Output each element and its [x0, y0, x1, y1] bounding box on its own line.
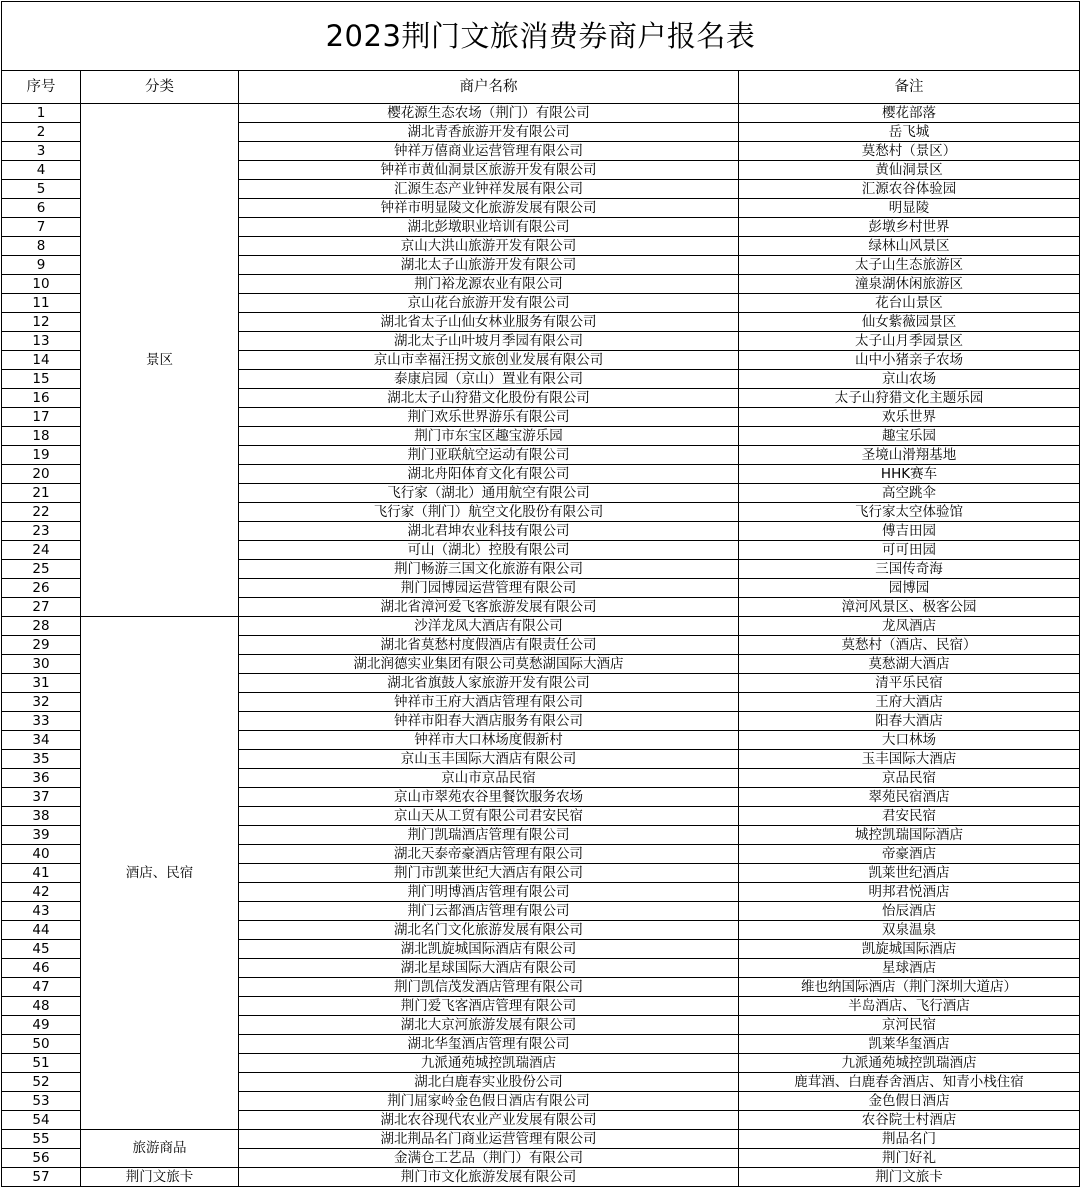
merchant-name: 湖北太子山狩猎文化股份有限公司: [239, 389, 739, 408]
row-number: 21: [2, 484, 81, 503]
merchant-note: 荆品名门: [739, 1130, 1080, 1149]
table-row: [2, 1168, 1080, 1187]
row-number: 54: [2, 1111, 81, 1130]
header-row: [2, 71, 1080, 104]
merchant-name: 京山玉丰国际大酒店有限公司: [239, 750, 739, 769]
header-category: 分类: [81, 71, 239, 104]
merchant-note: 凯莱世纪酒店: [739, 864, 1080, 883]
merchant-name: 荆门市凯莱世纪大酒店有限公司: [239, 864, 739, 883]
row-number: 29: [2, 636, 81, 655]
merchant-name: 湖北天泰帝豪酒店管理有限公司: [239, 845, 739, 864]
merchant-name: 荆门欢乐世界游乐有限公司: [239, 408, 739, 427]
merchant-name: 荆门明博酒店管理有限公司: [239, 883, 739, 902]
merchant-note: 帝豪酒店: [739, 845, 1080, 864]
merchant-name: 湖北舟阳体育文化有限公司: [239, 465, 739, 484]
merchant-note: 鹿茸酒、白鹿春舍酒店、知青小栈住宿: [739, 1073, 1080, 1092]
merchant-note: 樱花部落: [739, 104, 1080, 123]
merchant-note: 凯旋城国际酒店: [739, 940, 1080, 959]
row-number: 53: [2, 1092, 81, 1111]
merchant-note: 三国传奇海: [739, 560, 1080, 579]
merchant-note: 阳春大酒店: [739, 712, 1080, 731]
row-number: 50: [2, 1035, 81, 1054]
table-body: [2, 104, 1080, 1187]
category-cell: 景区: [81, 104, 239, 617]
merchant-name: 荆门屈家岭金色假日酒店有限公司: [239, 1092, 739, 1111]
row-number: 22: [2, 503, 81, 522]
merchant-note: 可可田园: [739, 541, 1080, 560]
row-number: 48: [2, 997, 81, 1016]
row-number: 9: [2, 256, 81, 275]
category-cell: 旅游商品: [81, 1130, 239, 1168]
merchant-note: 彭墩乡村世界: [739, 218, 1080, 237]
merchant-note: 大口林场: [739, 731, 1080, 750]
merchant-name: 湖北荆品名门商业运营管理有限公司: [239, 1130, 739, 1149]
row-number: 38: [2, 807, 81, 826]
row-number: 18: [2, 427, 81, 446]
merchant-note: 仙女紫薇园景区: [739, 313, 1080, 332]
merchant-name: 钟祥市大口林场度假新村: [239, 731, 739, 750]
row-number: 37: [2, 788, 81, 807]
row-number: 57: [2, 1168, 81, 1187]
row-number: 36: [2, 769, 81, 788]
row-number: 41: [2, 864, 81, 883]
row-number: 20: [2, 465, 81, 484]
merchant-name: 荆门凯瑞酒店管理有限公司: [239, 826, 739, 845]
merchant-registration-table: [1, 1, 1080, 1187]
row-number: 25: [2, 560, 81, 579]
merchant-note: 太子山月季园景区: [739, 332, 1080, 351]
row-number: 56: [2, 1149, 81, 1168]
merchant-name: 湖北星球国际大酒店有限公司: [239, 959, 739, 978]
row-number: 55: [2, 1130, 81, 1149]
row-number: 49: [2, 1016, 81, 1035]
merchant-name: 荆门爱飞客酒店管理有限公司: [239, 997, 739, 1016]
merchant-note: 半岛酒店、飞行酒店: [739, 997, 1080, 1016]
merchant-name: 可山（湖北）控股有限公司: [239, 541, 739, 560]
merchant-name: 荆门市文化旅游发展有限公司: [239, 1168, 739, 1187]
row-number: 44: [2, 921, 81, 940]
merchant-note: 星球酒店: [739, 959, 1080, 978]
merchant-name: 湖北省漳河爱飞客旅游发展有限公司: [239, 598, 739, 617]
row-number: 32: [2, 693, 81, 712]
merchant-note: 太子山生态旅游区: [739, 256, 1080, 275]
merchant-note: 园博园: [739, 579, 1080, 598]
row-number: 12: [2, 313, 81, 332]
merchant-note: 莫愁湖大酒店: [739, 655, 1080, 674]
merchant-name: 荆门裕龙源农业有限公司: [239, 275, 739, 294]
table-row: [2, 1130, 1080, 1149]
row-number: 47: [2, 978, 81, 997]
row-number: 33: [2, 712, 81, 731]
merchant-note: 明显陵: [739, 199, 1080, 218]
row-number: 40: [2, 845, 81, 864]
category-cell: 荆门文旅卡: [81, 1168, 239, 1187]
merchant-name: 湖北彭墩职业培训有限公司: [239, 218, 739, 237]
merchant-name: 湖北君坤农业科技有限公司: [239, 522, 739, 541]
merchant-note: 黄仙洞景区: [739, 161, 1080, 180]
row-number: 24: [2, 541, 81, 560]
merchant-note: 绿林山风景区: [739, 237, 1080, 256]
table-row: [2, 617, 1080, 636]
row-number: 8: [2, 237, 81, 256]
merchant-note: 王府大酒店: [739, 693, 1080, 712]
row-number: 1: [2, 104, 81, 123]
merchant-note: 京品民宿: [739, 769, 1080, 788]
merchant-note: 荆门好礼: [739, 1149, 1080, 1168]
row-number: 52: [2, 1073, 81, 1092]
merchant-note: 凯莱华玺酒店: [739, 1035, 1080, 1054]
merchant-note: 君安民宿: [739, 807, 1080, 826]
merchant-name: 荆门畅游三国文化旅游有限公司: [239, 560, 739, 579]
merchant-name: 泰康启园（京山）置业有限公司: [239, 370, 739, 389]
merchant-note: 傅吉田园: [739, 522, 1080, 541]
merchant-note: 双泉温泉: [739, 921, 1080, 940]
merchant-name: 樱花源生态农场（荆门）有限公司: [239, 104, 739, 123]
merchant-note: HHK赛车: [739, 465, 1080, 484]
row-number: 15: [2, 370, 81, 389]
merchant-note: 花台山景区: [739, 294, 1080, 313]
merchant-name: 京山天从工贸有限公司君安民宿: [239, 807, 739, 826]
merchant-note: 山中小猪亲子农场: [739, 351, 1080, 370]
merchant-name: 飞行家（湖北）通用航空有限公司: [239, 484, 739, 503]
merchant-note: 城控凯瑞国际酒店: [739, 826, 1080, 845]
merchant-name: 飞行家（荆门）航空文化股份有限公司: [239, 503, 739, 522]
row-number: 5: [2, 180, 81, 199]
merchant-name: 京山花台旅游开发有限公司: [239, 294, 739, 313]
merchant-note: 京河民宿: [739, 1016, 1080, 1035]
merchant-note: 汇源农谷体验园: [739, 180, 1080, 199]
merchant-note: 龙凤酒店: [739, 617, 1080, 636]
merchant-name: 湖北青香旅游开发有限公司: [239, 123, 739, 142]
row-number: 4: [2, 161, 81, 180]
merchant-name: 荆门云都酒店管理有限公司: [239, 902, 739, 921]
merchant-note: 飞行家太空体验馆: [739, 503, 1080, 522]
row-number: 28: [2, 617, 81, 636]
merchant-name: 湖北名门文化旅游发展有限公司: [239, 921, 739, 940]
title-row: [2, 2, 1080, 71]
merchant-name: 湖北太子山叶坡月季园有限公司: [239, 332, 739, 351]
merchant-name: 钟祥万僖商业运营管理有限公司: [239, 142, 739, 161]
merchant-note: 莫愁村（酒店、民宿）: [739, 636, 1080, 655]
merchant-name: 京山大洪山旅游开发有限公司: [239, 237, 739, 256]
merchant-name: 沙洋龙凤大酒店有限公司: [239, 617, 739, 636]
merchant-name: 湖北华玺酒店管理有限公司: [239, 1035, 739, 1054]
row-number: 17: [2, 408, 81, 427]
merchant-note: 荆门文旅卡: [739, 1168, 1080, 1187]
merchant-name: 钟祥市明显陵文化旅游发展有限公司: [239, 199, 739, 218]
row-number: 26: [2, 579, 81, 598]
row-number: 19: [2, 446, 81, 465]
merchant-name: 钟祥市阳春大酒店服务有限公司: [239, 712, 739, 731]
merchant-name: 京山市京品民宿: [239, 769, 739, 788]
merchant-name: 荆门亚联航空运动有限公司: [239, 446, 739, 465]
row-number: 51: [2, 1054, 81, 1073]
merchant-note: 维也纳国际酒店（荆门深圳大道店）: [739, 978, 1080, 997]
row-number: 42: [2, 883, 81, 902]
merchant-name: 九派通苑城控凯瑞酒店: [239, 1054, 739, 1073]
row-number: 11: [2, 294, 81, 313]
row-number: 3: [2, 142, 81, 161]
merchant-note: 农谷院士村酒店: [739, 1111, 1080, 1130]
row-number: 43: [2, 902, 81, 921]
merchant-note: 趣宝乐园: [739, 427, 1080, 446]
merchant-name: 京山市幸福汪拐文旅创业发展有限公司: [239, 351, 739, 370]
merchant-note: 清平乐民宿: [739, 674, 1080, 693]
merchant-note: 玉丰国际大酒店: [739, 750, 1080, 769]
header-merchant-name: 商户名称: [239, 71, 739, 104]
merchant-name: 钟祥市王府大酒店管理有限公司: [239, 693, 739, 712]
header-note: 备注: [739, 71, 1080, 104]
merchant-note: 明邦君悦酒店: [739, 883, 1080, 902]
category-cell: 酒店、民宿: [81, 617, 239, 1130]
merchant-name: 钟祥市黄仙洞景区旅游开发有限公司: [239, 161, 739, 180]
row-number: 14: [2, 351, 81, 370]
merchant-note: 潼泉湖休闲旅游区: [739, 275, 1080, 294]
merchant-note: 怡辰酒店: [739, 902, 1080, 921]
merchant-note: 金色假日酒店: [739, 1092, 1080, 1111]
merchant-note: 莫愁村（景区）: [739, 142, 1080, 161]
merchant-name: 湖北农谷现代农业产业发展有限公司: [239, 1111, 739, 1130]
merchant-note: 翠苑民宿酒店: [739, 788, 1080, 807]
row-number: 39: [2, 826, 81, 845]
merchant-name: 湖北白鹿春实业股份公司: [239, 1073, 739, 1092]
row-number: 2: [2, 123, 81, 142]
merchant-name: 湖北凯旋城国际酒店有限公司: [239, 940, 739, 959]
row-number: 13: [2, 332, 81, 351]
row-number: 45: [2, 940, 81, 959]
merchant-name: 湖北太子山旅游开发有限公司: [239, 256, 739, 275]
merchant-name: 湖北大京河旅游发展有限公司: [239, 1016, 739, 1035]
merchant-note: 圣境山滑翔基地: [739, 446, 1080, 465]
merchant-name: 湖北省太子山仙女林业服务有限公司: [239, 313, 739, 332]
merchant-note: 京山农场: [739, 370, 1080, 389]
row-number: 31: [2, 674, 81, 693]
merchant-note: 岳飞城: [739, 123, 1080, 142]
merchant-note: 漳河风景区、极客公园: [739, 598, 1080, 617]
merchant-name: 金满仓工艺品（荆门）有限公司: [239, 1149, 739, 1168]
merchant-name: 湖北省莫愁村度假酒店有限责任公司: [239, 636, 739, 655]
merchant-name: 京山市翠苑农谷里餐饮服务农场: [239, 788, 739, 807]
merchant-note: 九派通苑城控凯瑞酒店: [739, 1054, 1080, 1073]
merchant-name: 汇源生态产业钟祥发展有限公司: [239, 180, 739, 199]
row-number: 46: [2, 959, 81, 978]
row-number: 23: [2, 522, 81, 541]
header-no: 序号: [2, 71, 81, 104]
merchant-name: 荆门园博园运营管理有限公司: [239, 579, 739, 598]
row-number: 34: [2, 731, 81, 750]
table-row: [2, 104, 1080, 123]
merchant-name: 荆门市东宝区趣宝游乐园: [239, 427, 739, 446]
merchant-name: 湖北省旗鼓人家旅游开发有限公司: [239, 674, 739, 693]
merchant-note: 高空跳伞: [739, 484, 1080, 503]
sheet-title: 2023荆门文旅消费券商户报名表: [2, 2, 1080, 71]
row-number: 7: [2, 218, 81, 237]
row-number: 10: [2, 275, 81, 294]
merchant-note: 欢乐世界: [739, 408, 1080, 427]
merchant-name: 湖北润德实业集团有限公司莫愁湖国际大酒店: [239, 655, 739, 674]
row-number: 35: [2, 750, 81, 769]
row-number: 16: [2, 389, 81, 408]
merchant-name: 荆门凯信茂发酒店管理有限公司: [239, 978, 739, 997]
row-number: 6: [2, 199, 81, 218]
merchant-note: 太子山狩猎文化主题乐园: [739, 389, 1080, 408]
row-number: 30: [2, 655, 81, 674]
row-number: 27: [2, 598, 81, 617]
